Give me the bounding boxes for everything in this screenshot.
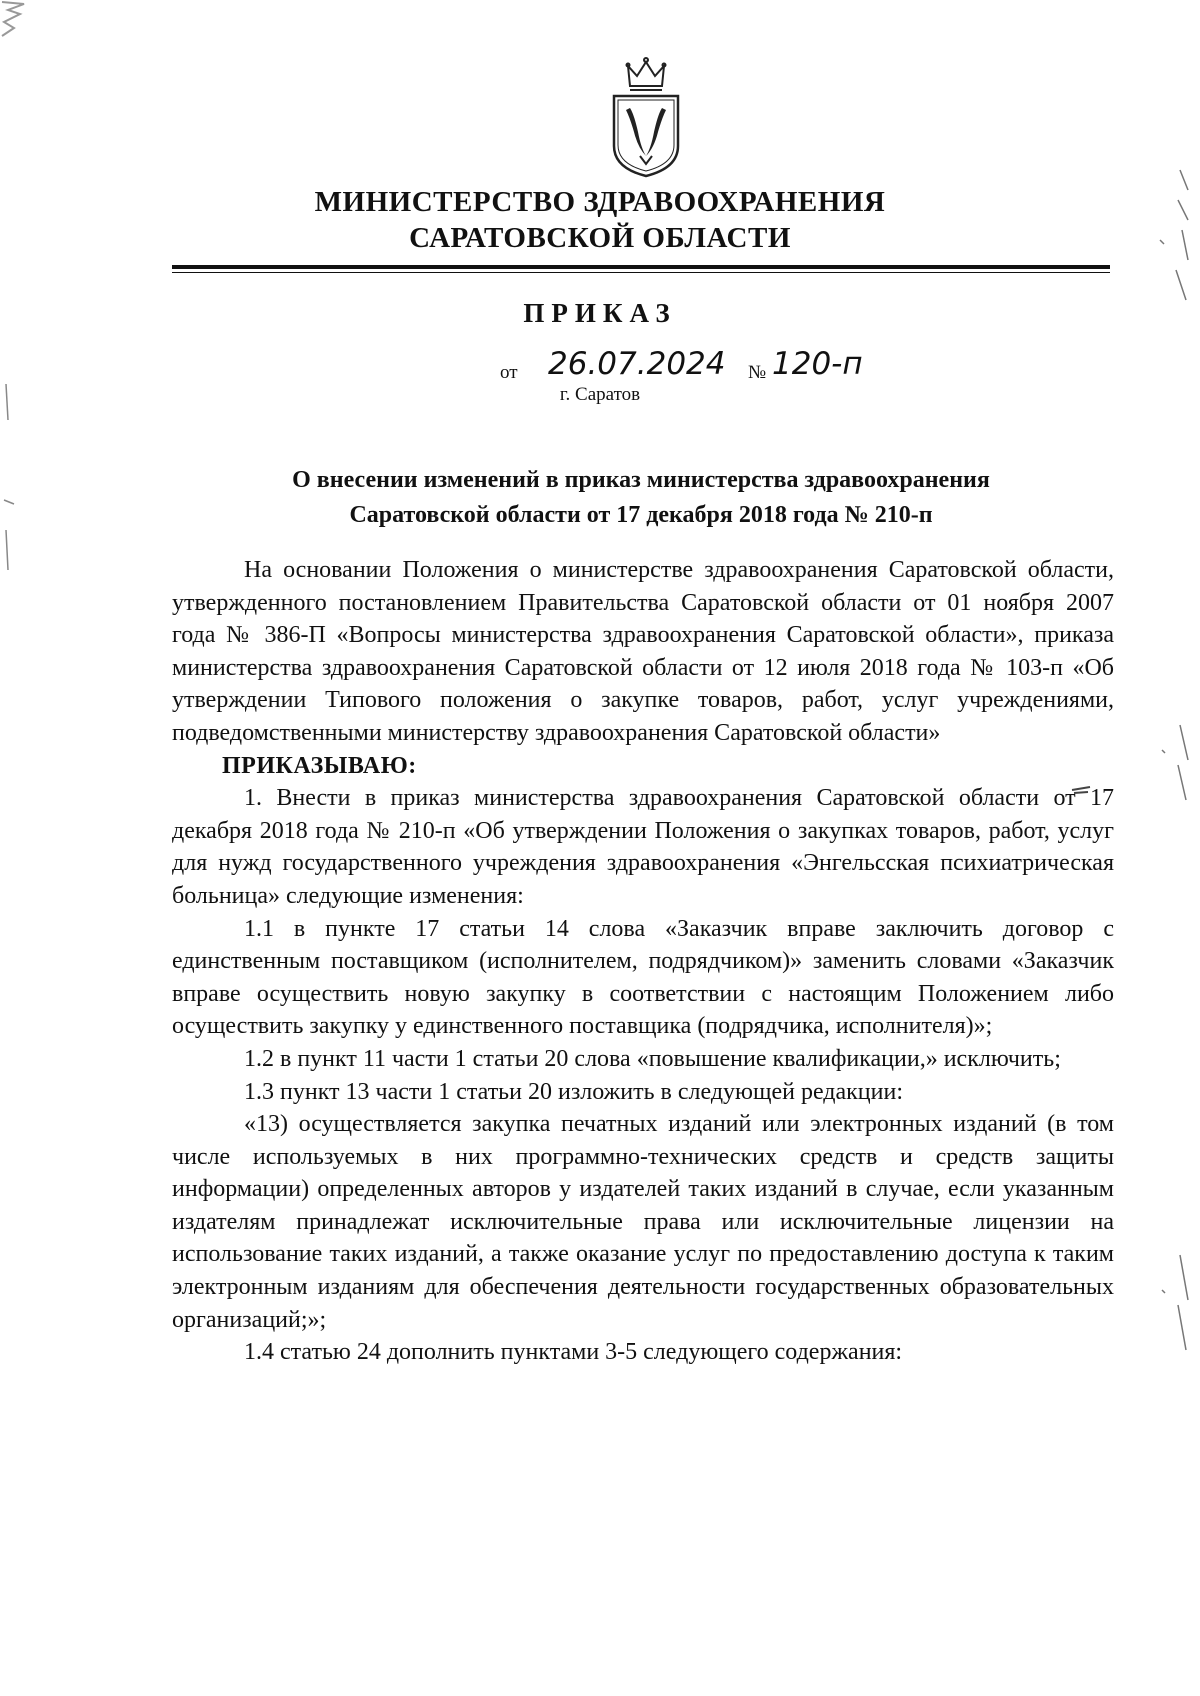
ministry-name-line1: МИНИСТЕРСТВО ЗДРАВООХРАНЕНИЯ (314, 186, 886, 218)
ministry-name-line2: САРАТОВСКОЙ ОБЛАСТИ (409, 222, 791, 254)
order-date-prefix: от (500, 362, 518, 383)
subject-line2: Саратовской области от 17 декабря 2018 года № 210-п (349, 502, 933, 528)
coat-of-arms-icon (608, 56, 684, 178)
item-1-4-paragraph: 1.4 статью 24 дополнить пунктами 3-5 следующего содержания: (244, 1339, 903, 1366)
preamble-paragraph: На основании Положения о министерстве здравоохранения Саратовской области, утвержденного постановлением Правительства Саратовской области от 01 ноября 2007 года № 386-П «Вопросы министерства здравоохранения Саратовской области», приказа министерства здравоохранения Саратовской области от 12 июля 2018 года № 103-п «Об утверждении Типового положения о закупке товаров, работ, услуг учреждениями, подведомственными министерству здравоохранения Саратовской области» (172, 557, 1114, 746)
order-city: г. Саратов (559, 384, 641, 405)
item-1-3-paragraph: 1.3 пункт 13 части 1 статьи 20 изложить в следующей редакции: (244, 1078, 904, 1105)
scan-artifact (1070, 784, 1092, 796)
item-1-paragraph: 1. Внести в приказ министерства здравоохранения Саратовской области от 17 декабря 2018 года № 210-п «Об утверждении Положения о закупках товаров, работ, услуг для нужд государственного учреждения здравоохранения «Энгельсская психиатрическая больница» следующие изменения: (172, 785, 1114, 909)
order-subject (172, 463, 1110, 533)
order-number-prefix: № (748, 362, 767, 383)
item-1-3-text-paragraph: «13) осуществляется закупка печатных изданий или электронных изданий (в том числе используемых в них программно-технических средств и средств защиты информации) определенных авторов у издателей таких изданий в случае, если указанным издателям принадлежат исключительные права или исключительные лицензии на использование таких изданий, а также оказание услуг по предоставлению доступа к таким электронным изданиям для обеспечения деятельности государственных образовательных организаций;»; (172, 1111, 1114, 1333)
order-number-handwritten: 120-п (772, 346, 863, 382)
item-1-1-paragraph: 1.1 в пункте 17 статьи 14 слова «Заказчик вправе заключить договор с единственным поставщиком (исполнителем, подрядчиком)» заменить словами «Заказчик вправе осуществить новую закупку в соответствии с настоящим Положением либо осуществить закупку у единственного поставщика (подрядчика, исполнителя)»; (172, 915, 1114, 1040)
scan-artifact (1150, 720, 1190, 810)
header-rule-thin (172, 272, 1110, 273)
scan-artifact (0, 380, 20, 580)
header-rule-thick (172, 265, 1110, 269)
scan-artifact (1150, 1250, 1190, 1360)
scan-artifact (0, 0, 30, 40)
order-title: ПРИКАЗ (523, 298, 677, 328)
decree-heading: ПРИКАЗЫВАЮ: (222, 752, 417, 779)
item-1-2-paragraph: 1.2 в пункт 11 части 1 статьи 20 слова «повышение квалификации,» исключить; (244, 1045, 1061, 1072)
scan-artifact (1150, 160, 1190, 310)
subject-line1: О внесении изменений в приказ министерства здравоохранения (292, 467, 990, 493)
order-body (172, 554, 1114, 1369)
order-date-handwritten: 26.07.2024 (548, 346, 726, 382)
